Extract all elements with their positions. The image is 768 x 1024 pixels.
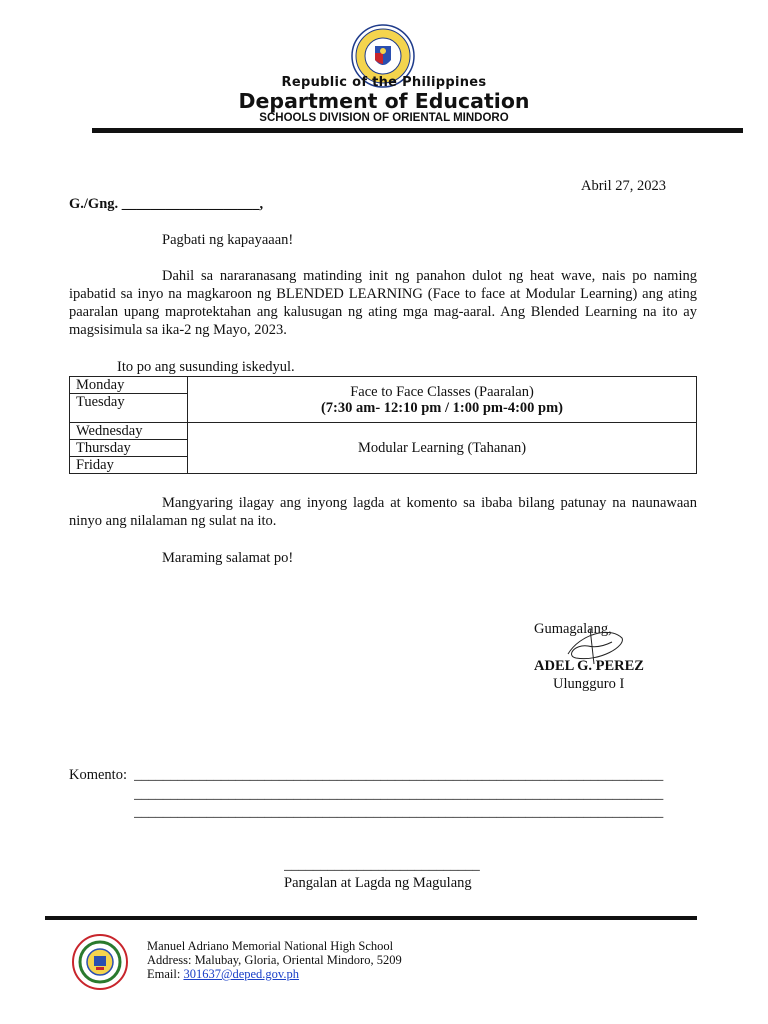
parent-signature-label: Pangalan at Lagda ng Magulang <box>284 875 472 891</box>
day-wednesday: Wednesday <box>70 423 188 440</box>
comment-line-2: _________________________________________________________________________ <box>134 786 664 802</box>
footer-address: Address: Malubay, Gloria, Oriental Mindoro, 5209 <box>147 953 402 967</box>
footer-divider <box>45 916 697 920</box>
department-name: Department of Education <box>238 89 530 113</box>
face-to-face-time: (7:30 am- 12:10 pm / 1:00 pm-4:00 pm) <box>320 399 564 416</box>
signatory-name: ADEL G. PEREZ <box>534 658 644 674</box>
schedule-intro: Ito po ang susunding iskedyul. <box>117 359 295 375</box>
division-name: SCHOOLS DIVISION OF ORIENTAL MINDORO <box>259 112 509 124</box>
letter-paragraph-1: Dahil sa nararanasang matinding init ng panahon dulot ng heat wave, nais po naming ipabatid sa inyo na magkaroon ng BLENDED LEARNING (Face to face at Modular Learning) ang ating paaralan upang maprotektahan ang kalusugan ng ating mga mag-aaral. Ang Blended Learning na ito ay magsisimula sa ika-2 ng Mayo, 2023. <box>69 268 697 338</box>
footer-school-name: Manuel Adriano Memorial National High School <box>147 939 394 953</box>
day-thursday: Thursday <box>70 440 188 457</box>
comment-label: Komento: <box>69 767 127 783</box>
footer-email-link[interactable]: 301637@deped.gov.ph <box>183 967 299 981</box>
footer-email-row <box>147 967 299 981</box>
greeting: Pagbati ng kapayaaan! <box>162 232 294 248</box>
thanks-line: Maraming salamat po! <box>162 550 294 566</box>
letter-date: Abril 27, 2023 <box>581 178 666 194</box>
day-monday: Monday <box>70 377 188 394</box>
day-tuesday: Tuesday <box>70 394 188 423</box>
modular-title: Modular Learning (Tahanan) <box>357 440 527 456</box>
modular-cell <box>188 423 697 474</box>
comment-line-3: _________________________________________________________________________ <box>134 804 664 820</box>
header-divider <box>92 128 743 133</box>
country-name: Republic of the Philippines <box>281 75 487 90</box>
signatory-position: Ulungguro I <box>553 676 625 692</box>
parent-signature-line: ___________________________ <box>284 857 480 873</box>
comment-line-1: _________________________________________________________________________ <box>134 767 664 783</box>
footer-email-label: Email: <box>147 967 184 981</box>
school-logo <box>72 934 128 990</box>
face-to-face-cell <box>188 377 697 423</box>
schedule-table <box>69 376 697 474</box>
closing: Gumagalang, <box>534 621 612 637</box>
salutation: G./Gng. ___________________, <box>69 196 264 212</box>
day-friday: Friday <box>70 457 188 474</box>
letter-paragraph-2: Mangyaring ilagay ang inyong lagda at komento sa ibaba bilang patunay na naunawaan ninyo ang nilalaman ng sulat na ito. <box>69 495 697 529</box>
face-to-face-title: Face to Face Classes (Paaralan) <box>350 383 534 400</box>
